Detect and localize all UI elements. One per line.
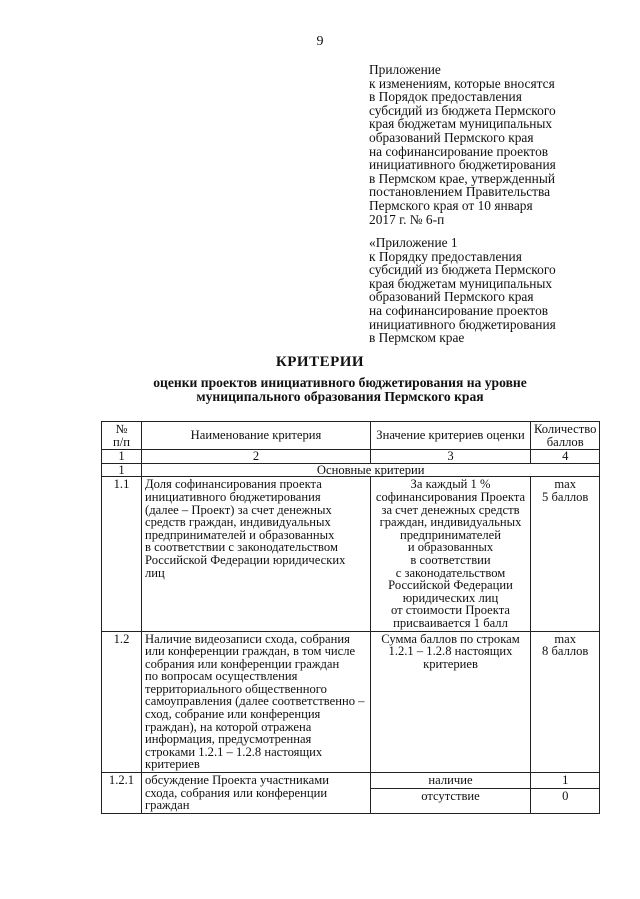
text-line: по вопросам осуществления <box>145 669 298 684</box>
text-line: инициативного бюджетирования <box>369 316 556 332</box>
text-line: Доля софинансирования проекта <box>145 477 322 492</box>
text-line: самоуправления (далее соответственно – <box>145 694 365 709</box>
row-num: 1.1 <box>102 477 142 631</box>
text-line: 5 баллов <box>542 489 589 504</box>
row-num: 1.2.1 <box>102 773 142 814</box>
text-line: Сумма баллов по строкам <box>381 631 520 646</box>
table-row <box>102 773 600 814</box>
text-line: к Порядку предоставления <box>369 248 522 264</box>
criterion-name <box>142 631 371 773</box>
table-header-row <box>102 422 600 450</box>
text-line: оценки проектов инициативного бюджетирования на уровне <box>153 375 527 390</box>
text-line: на софинансирование проектов <box>369 302 549 318</box>
criterion-value <box>371 477 531 631</box>
text-line: обсуждение Проекта участниками <box>145 773 329 788</box>
table-row <box>102 631 600 773</box>
text-line: Российской Федерации <box>388 578 513 593</box>
text-line: Приложение <box>369 62 441 77</box>
criterion-name <box>142 773 371 814</box>
column-number: 3 <box>371 450 531 464</box>
text-line: Пермского края от 10 января <box>369 197 533 213</box>
text-line: в Пермском крае <box>369 330 465 346</box>
text-line: инициативного бюджетирования <box>369 157 556 173</box>
text-line: образований Пермского края <box>369 289 534 305</box>
text-line: Российской Федерации юридических <box>145 552 346 567</box>
text-line: на софинансирование проектов <box>369 143 549 159</box>
text-line: средств граждан, индивидуальных <box>145 515 331 530</box>
page-number: 9 <box>316 34 324 49</box>
criteria-table <box>101 421 600 814</box>
text-line: и образованных <box>407 540 494 555</box>
column-number-row <box>102 450 600 464</box>
text-line: граждан, индивидуальных <box>379 515 522 530</box>
text-line: в соответствии <box>410 552 491 567</box>
criterion-points <box>531 477 600 631</box>
text-line: «Приложение 1 <box>369 235 458 250</box>
text-line: (далее – Проект) за счет денежных <box>145 502 332 517</box>
column-number: 1 <box>102 450 142 464</box>
text-line: max <box>554 631 577 646</box>
header-name: Наименование критерия <box>142 422 371 450</box>
text-line: территориального общественного <box>145 681 327 696</box>
row-num: 1.2 <box>102 631 142 773</box>
header-value: Значение критериев оценки <box>371 422 531 450</box>
appendix-amendment-note <box>369 63 599 226</box>
column-number: 4 <box>531 450 600 464</box>
criterion-value <box>371 631 531 773</box>
text-line: в Пермском крае, утвержденный <box>369 170 555 186</box>
option-points: 0 <box>531 788 599 804</box>
text-line: 8 баллов <box>542 644 589 659</box>
text-line: образований Пермского края <box>369 129 534 145</box>
text-line: к изменениям, которые вносятся <box>369 75 555 91</box>
section-label: Основные критерии <box>142 463 600 477</box>
column-number: 2 <box>142 450 371 464</box>
section-row <box>102 463 600 477</box>
text-line: критериев <box>423 656 478 671</box>
text-line: граждан), на которой отражена <box>145 719 312 734</box>
document-subtitle <box>0 376 640 404</box>
table-row <box>102 477 600 631</box>
header-points: Количество баллов <box>531 422 600 450</box>
text-line: информация, предусмотренная <box>145 732 312 747</box>
text-line: юридических лиц <box>402 590 499 605</box>
text-line: инициативного бюджетирования <box>145 489 321 504</box>
text-line: края бюджетам муниципальных <box>369 275 553 291</box>
text-line: 1.2.1 – 1.2.8 настоящих <box>388 644 513 659</box>
text-line: от стоимости Проекта <box>391 603 510 618</box>
text-line: или конференции граждан, в том числе <box>145 644 356 659</box>
criterion-value-options <box>371 773 531 814</box>
text-line: субсидий из бюджета Пермского <box>369 262 556 278</box>
option-value: отсутствие <box>371 788 530 804</box>
text-line: строками 1.2.1 – 1.2.8 настоящих <box>145 744 323 759</box>
text-line: сход, собрание или конференция <box>145 707 321 722</box>
text-line: max <box>554 477 577 492</box>
text-line: схода, собрания или конференции <box>145 785 328 800</box>
section-num: 1 <box>102 463 142 477</box>
text-line: края бюджетам муниципальных <box>369 116 553 132</box>
option-points: 1 <box>562 773 569 788</box>
text-line: граждан <box>145 798 190 813</box>
text-line: собрания или конференции граждан <box>145 656 340 671</box>
text-line: присваивается 1 балл <box>393 615 508 630</box>
text-line: Наличие видеозаписи схода, собрания <box>145 631 350 646</box>
text-line: лиц <box>145 565 165 580</box>
text-line: критериев <box>145 757 200 772</box>
text-line: муниципального образования Пермского края <box>196 389 484 404</box>
text-line: предпринимателей и образованных <box>145 527 335 542</box>
document-title: КРИТЕРИИ <box>275 354 365 370</box>
text-line: за счет денежных средств <box>381 502 520 517</box>
text-line: в соответствии с законодательством <box>145 540 338 555</box>
option-value: наличие <box>428 773 473 788</box>
text-line: За каждый 1 % <box>410 477 491 492</box>
criterion-points <box>531 631 600 773</box>
text-line: с законодательством <box>395 565 506 580</box>
criterion-points-options <box>531 773 600 814</box>
text-line: в Порядок предоставления <box>369 89 522 105</box>
header-num: № п/п <box>102 422 142 450</box>
criterion-name <box>142 477 371 631</box>
text-line: софинансирования Проекта <box>375 489 526 504</box>
text-line: 2017 г. № 6-п <box>369 211 445 227</box>
appendix-order-note <box>369 236 599 345</box>
text-line: постановлением Правительства <box>369 184 551 200</box>
text-line: предпринимателей <box>400 527 501 542</box>
text-line: субсидий из бюджета Пермского <box>369 102 556 118</box>
